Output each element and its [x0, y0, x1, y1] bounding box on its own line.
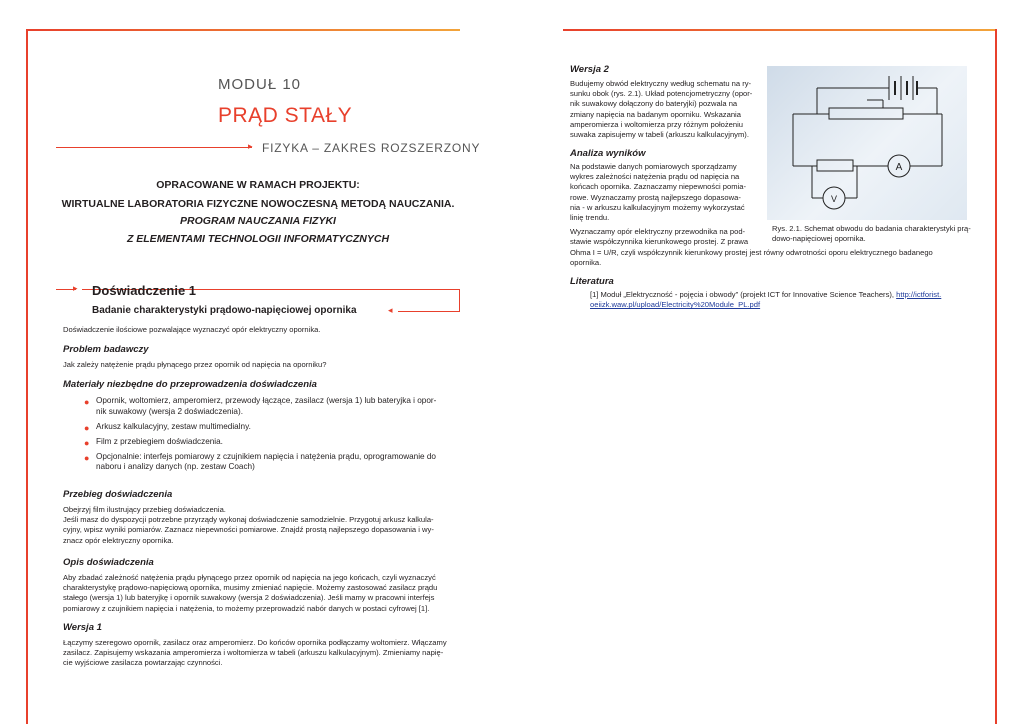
version2-text: Budujemy obwód elektryczny według schematu na ry- sunku obok (rys. 2.1). Układ potencjometryczny (opor- nik suwakowy dołączony do bateryjki) pozwala na zmiany napięcia na badanym oporniku. Wskazania amperomierza i woltomierza przy różnym położeniu suwaka zapisujemy w tabeli (arkuszu kalkulacyjnym). — [570, 79, 753, 140]
analysis-text-2: Wyznaczamy opór elektryczny przewodnika na pod- stawie współczynnika kierunkowego prostej. Z prawa — [570, 227, 749, 247]
version1-heading: Wersja 1 — [63, 622, 102, 633]
reference-text: [1] Moduł „Elektryczność - pojęcia i obwody” (projekt ICT for Innovative Science Teachers), — [590, 290, 897, 299]
bullet-icon: ● — [84, 422, 90, 433]
analysis-text-3: Ohma I = U/R, czyli współczynnik kierunkowy prostej jest równy odwrotności oporu elektrycznego badanego opornika. — [570, 248, 933, 268]
arrow-left-icon: ◂ — [388, 305, 393, 315]
description-text: Aby zbadać zależność natężenia prądu płynącego przez opornik od napięcia na jego końcach, czyli wyznaczyć charakterystykę prądowo-napięciową opornika, musimy zmieniać napięcie. Możemy zastosować zasilacz prądu stałego (wersja 1) lub bateryjkę i opornik suwakowy (wersja 2 doświadczenia). Jeśli mamy w pracowni interfejs pomiarowy z czujnikiem napięcia i natężenia, to możemy przeprowadzić nabór danych w postaci cyfrowej [1]. — [63, 573, 438, 613]
circuit-figure — [767, 66, 967, 220]
project-line-2: WIRTUALNE LABORATORIA FIZYCZNE NOWOCZESNĄ METODĄ NAUCZANIA. — [61, 198, 455, 210]
experiment-bracket-bottom — [398, 311, 460, 312]
bullet-icon: ● — [84, 452, 90, 463]
project-line-1: OPRACOWANE W RAMACH PROJEKTU: — [156, 179, 360, 191]
list-item: ● Film z przebiegiem doświadczenia. — [84, 436, 223, 448]
analysis-heading: Analiza wyników — [570, 148, 646, 159]
module-title: PRĄD STAŁY — [218, 104, 353, 127]
experiment-title: Doświadczenie 1 — [92, 283, 197, 298]
list-item: ● Arkusz kalkulacyjny, zestaw multimedialny. — [84, 421, 251, 433]
left-frame-line — [26, 29, 28, 724]
top-rule-right — [563, 29, 995, 31]
description-heading: Opis doświadczenia — [63, 557, 154, 568]
subject-subtitle: FIZYKA – ZAKRES ROZSZERZONY — [262, 141, 481, 155]
right-frame-line — [995, 29, 997, 724]
ammeter-label: A — [895, 162, 903, 173]
materials-list — [84, 396, 468, 478]
top-rule-left — [28, 29, 460, 31]
reference-link[interactable]: http://ictforist. — [896, 290, 942, 299]
voltmeter-label: V — [830, 194, 838, 204]
materials-heading: Materiały niezbędne do przeprowadzenia doświadczenia — [63, 379, 317, 390]
experiment-intro: Doświadczenie ilościowe pozwalające wyznaczyć opór elektryczny opornika. — [63, 325, 321, 334]
reference-link-cont[interactable]: oeiizk.waw.pl/upload/Electricity%20Module_PL.pdf — [590, 300, 761, 310]
experiment-bracket-right — [459, 289, 460, 311]
procedure-text: Obejrzyj film ilustrujący przebieg doświadczenia. Jeśli masz do dyspozycji potrzebne przyrządy wykonaj doświadczenie samodzielnie. Przygotuj arkusz kalkula- cyjny, wpisz wyniki pomiarów. Zaznacz niepewności pomiarowe. Znajdź prostą najlepszego dopasowania i wy- znacz opór elektryczny opornika. — [63, 505, 434, 545]
version1-text: Łączymy szeregowo opornik, zasilacz oraz amperomierz. Do końców opornika podłączamy woltomierz. Włączamy zasilacz. Zapisujemy wskazania amperomierza i woltomierza w tabeli (arkuszu kalkulacyjnym). Zmieniamy napię- cie wyjściowe zasilacza powtarzając czynności. — [63, 638, 447, 668]
bullet-icon: ● — [84, 397, 90, 407]
project-line-3: PROGRAM NAUCZANIA FIZYKI — [180, 215, 336, 227]
figure-caption: Rys. 2.1. Schemat obwodu do badania charakterystyki prą- dowo-napięciowej opornika. — [772, 224, 971, 244]
reference-entry — [590, 290, 990, 310]
problem-text: Jak zależy natężenie prądu płynącego przez opornik od napięcia na oporniku? — [63, 360, 327, 369]
version2-heading: Wersja 2 — [570, 64, 609, 75]
experiment-subtitle: Badanie charakterystyki prądowo-napięciowej opornika — [92, 305, 357, 316]
procedure-heading: Przebieg doświadczenia — [63, 489, 173, 500]
circuit-diagram — [767, 66, 967, 220]
project-line-4: Z ELEMENTAMI TECHNOLOGII INFORMATYCZNYCH — [126, 233, 390, 245]
arrow-right-icon: ▸ — [248, 141, 253, 151]
analysis-text-1: Na podstawie danych pomiarowych sporządzamy wykres zależności natężenia prądu od napięcia na końcach opornika. Zaznaczamy niepewności pomia- rowe. Wyznaczamy prostą najlepszego dopasowa- nia - w arkuszu kalkulacyjnym możemy wykorzystać linię trendu. — [570, 162, 747, 223]
list-item: ● Opcjonalnie: interfejs pomiarowy z czujnikiem napięcia i natężenia prądu, oprogramowanie do naboru i analizy danych (np. zestaw Coach) — [84, 451, 436, 472]
subtitle-arrow-line — [56, 147, 252, 148]
literature-heading: Literatura — [570, 276, 614, 287]
module-label: MODUŁ 10 — [218, 76, 302, 93]
list-item: ● Opornik, woltomierz, amperomierz, przewody łączące, zasilacz (wersja 1) lub bateryjka i opor- nik suwakowy (wersja 2 doświadczenia). — [84, 396, 437, 416]
arrow-right-icon-2: ▸ — [73, 283, 78, 293]
bullet-icon: ● — [84, 437, 90, 448]
problem-heading: Problem badawczy — [63, 344, 149, 355]
